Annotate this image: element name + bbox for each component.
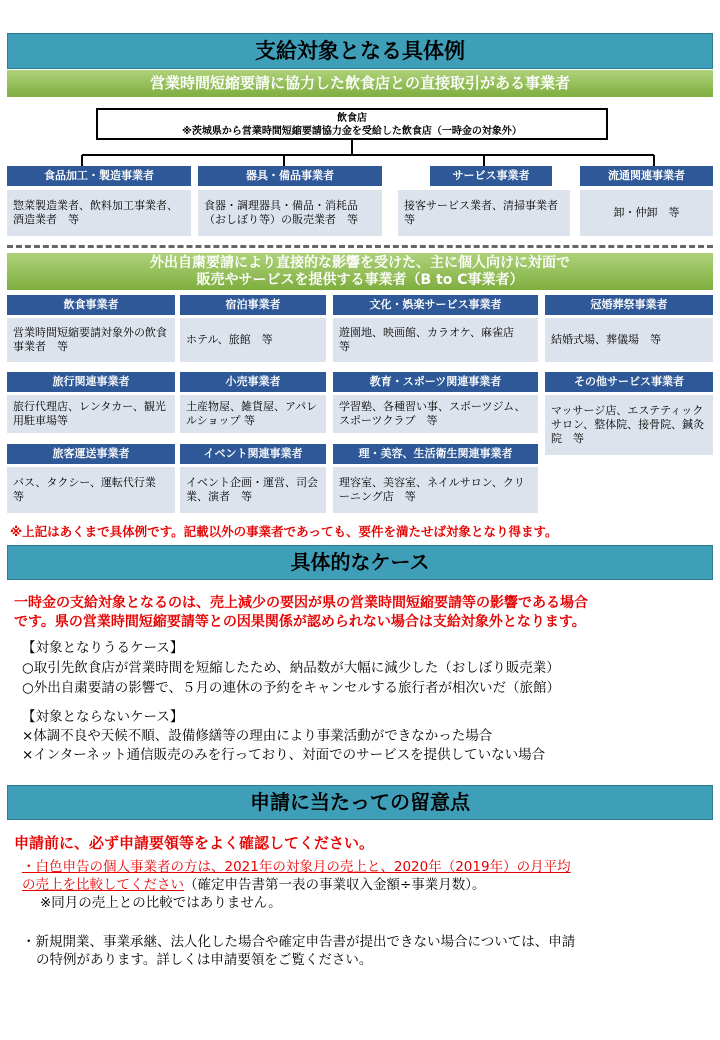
section-title-notes: 申請に当たっての留意点 xyxy=(7,785,713,820)
note-bullet-1-line1: ・白色申告の個人事業者の方は、2021年の対象月の売上と、2020年（2019年）の月平均 xyxy=(22,859,571,875)
cat-retail: 小売事業者 xyxy=(180,372,326,392)
desc-travel: 旅行代理店、レンタカー、観光用駐車場等 xyxy=(7,395,175,433)
section-title-cases: 具体的なケース xyxy=(7,545,713,580)
restaurant-box xyxy=(96,108,608,140)
ok-cases-heading: 【対象となりうるケース】 xyxy=(22,640,184,656)
cat-food-processing: 食品加工・製造事業者 xyxy=(7,166,191,186)
note-bullet-2-line1: ・新規開業、事業承継、法人化した場合や確定申告書が提出できない場合については、申請 xyxy=(22,934,576,950)
desc-culture: 遊園地、映画館、カラオケ、麻雀店 等 xyxy=(333,318,538,362)
cat-distribution: 流通関連事業者 xyxy=(580,166,713,186)
desc-event: イベント企画・運営、司会業、演者 等 xyxy=(180,467,326,513)
desc-ceremony: 結婚式場、葬儀場 等 xyxy=(545,318,713,362)
cat-other-service: その他サービス事業者 xyxy=(545,372,713,392)
ng-case-2: ×インターネット通信販売のみを行っており、対面でのサービスを提供していない場合 xyxy=(22,747,546,763)
ok-case-1: ○取引先飲食店が営業時間を短縮したため、納品数が大幅に減少した（おしぼり販売業） xyxy=(22,660,560,676)
desc-lodging: ホテル、旅館 等 xyxy=(180,318,326,362)
band-btoc-line2: 販売やサービスを提供する事業者（B to C事業者） xyxy=(196,272,524,288)
divider-dashed xyxy=(7,245,713,248)
note-bullet-1-sub: ※同月の売上との比較ではありません。 xyxy=(40,895,282,911)
cat-passenger: 旅客運送事業者 xyxy=(7,444,175,464)
note-bullet-1 xyxy=(22,858,571,912)
restaurant-title: 飲食店 xyxy=(337,113,367,124)
desc-food-processing: 惣菜製造業者、飲料加工事業者、酒造業者 等 xyxy=(7,190,191,236)
band-btoc-line1: 外出自粛要請により直接的な影響を受けた、主に個人向けに対面で xyxy=(150,255,570,271)
cat-equipment: 器具・備品事業者 xyxy=(198,166,382,186)
cases-red-line1: 一時金の支給対象となるのは、売上減少の要因が県の営業時間短縮要請等の影響である場合 xyxy=(14,595,588,611)
note-bullet-2-line2: の特例があります。詳しくは申請要領をご覧ください。 xyxy=(36,952,373,968)
cat-service: サービス事業者 xyxy=(430,166,552,186)
cases-red-line2: です。県の営業時間短縮要請等との因果関係が認められない場合は支給対象外となります。 xyxy=(14,614,586,630)
cat-culture: 文化・娯楽サービス事業者 xyxy=(333,295,538,315)
desc-passenger: バス、タクシー、運転代行業 等 xyxy=(7,467,175,513)
cat-ceremony: 冠婚葬祭事業者 xyxy=(545,295,713,315)
note-bullet-1-line2: の売上を比較してください xyxy=(22,877,184,893)
ok-case-2: ○外出自粛要請の影響で、５月の連休の予約をキャンセルする旅行者が相次いだ（旅館） xyxy=(22,680,561,696)
cat-beauty: 理・美容、生活衛生関連事業者 xyxy=(333,444,538,464)
desc-distribution: 卸・仲卸 等 xyxy=(580,190,713,236)
cat-lodging: 宿泊事業者 xyxy=(180,295,326,315)
cat-event: イベント関連事業者 xyxy=(180,444,326,464)
desc-education: 学習塾、各種習い事、スポーツジム、スポーツクラブ 等 xyxy=(333,395,538,433)
cat-restaurant: 飲食事業者 xyxy=(7,295,175,315)
band-btoc xyxy=(7,253,713,290)
notes-red-heading: 申請前に、必ず申請要領等をよく確認してください。 xyxy=(14,834,375,852)
examples-note: ※上記はあくまで具体例です。記載以外の事業者であっても、要件を満たせば対象となり得ます。 xyxy=(10,524,558,539)
desc-service: 接客サービス業者、清掃事業者 等 xyxy=(398,190,570,236)
desc-restaurant: 営業時間短縮要請対象外の飲食事業者 等 xyxy=(7,318,175,362)
ng-case-1: ×体調不良や天候不順、設備修繕等の理由により事業活動ができなかった場合 xyxy=(22,728,493,744)
ng-cases-heading: 【対象とならないケース】 xyxy=(22,709,184,725)
desc-beauty: 理容室、美容室、ネイルサロン、クリーニング店 等 xyxy=(333,467,538,513)
section-title-examples: 支給対象となる具体例 xyxy=(7,33,713,69)
note-bullet-2 xyxy=(22,933,575,969)
desc-other-service: マッサージ店、エステティックサロン、整体院、接骨院、鍼灸院 等 xyxy=(545,395,713,455)
desc-equipment: 食器・調理器具・備品・消耗品（おしぼり等）の販売業者 等 xyxy=(198,190,382,236)
restaurant-note: ※茨城県から営業時間短縮要請協力金を受給した飲食店（一時金の対象外） xyxy=(182,126,522,137)
band-direct-trade: 営業時間短縮要請に協力した飲食店との直接取引がある事業者 xyxy=(7,70,713,97)
cat-travel: 旅行関連事業者 xyxy=(7,372,175,392)
note-bullet-1-rest: （確定申告書第一表の事業収入金額÷事業月数）。 xyxy=(184,877,486,893)
desc-retail: 土産物屋、雑貨屋、アパレルショップ 等 xyxy=(180,395,326,433)
cat-education: 教育・スポーツ関連事業者 xyxy=(333,372,538,392)
